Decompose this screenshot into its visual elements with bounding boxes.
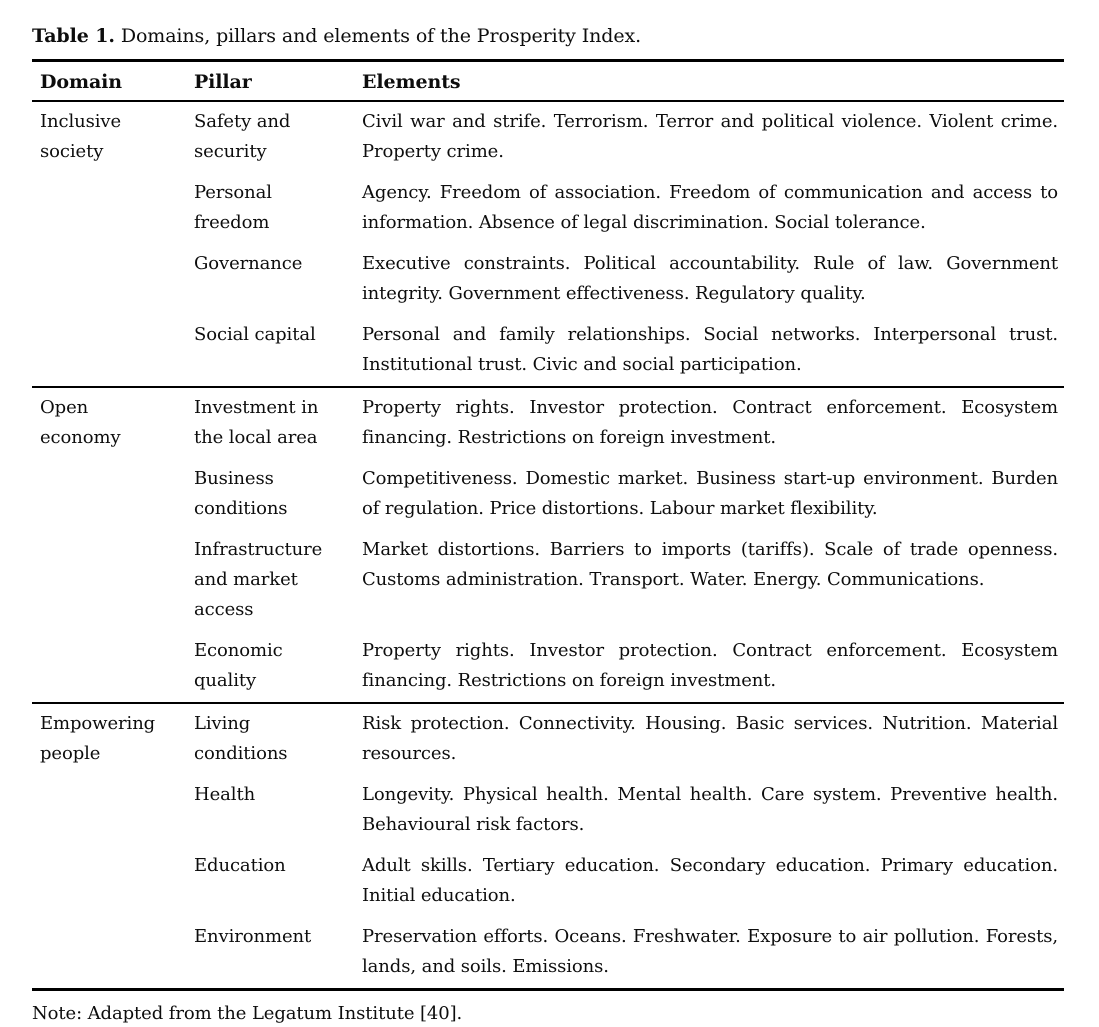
pillar-label: Health	[194, 784, 256, 805]
pillar-cell	[186, 459, 354, 530]
table-caption-text: Domains, pillars and elements of the Prosperity Index.	[114, 25, 642, 47]
prosperity-index-table	[32, 59, 1064, 991]
table-caption	[32, 22, 1065, 50]
pillar-label: Investment in the local area	[194, 397, 319, 448]
pillar-label: Business conditions	[194, 468, 288, 519]
table-row	[32, 917, 1064, 990]
pillar-cell	[186, 244, 354, 315]
domain-label: Open economy	[40, 397, 121, 448]
domain-label: Empowering people	[40, 713, 156, 764]
elements-cell: Personal and family relationships. Social networks. Interpersonal trust. Institutional trust. Civic and social participation.	[362, 324, 1058, 375]
pillar-cell	[186, 775, 354, 846]
table-row	[32, 530, 1064, 631]
pillar-cell	[186, 387, 354, 459]
pillar-cell	[186, 631, 354, 703]
elements-cell: Property rights. Investor protection. Contract enforcement. Ecosystem financing. Restrictions on foreign investment.	[362, 397, 1058, 448]
table-row	[32, 387, 1064, 459]
table-caption-label: Table 1.	[32, 25, 115, 47]
domain-cell	[32, 101, 186, 387]
domain-group	[32, 387, 1064, 703]
pillar-label: Governance	[194, 253, 303, 274]
table-row	[32, 315, 1064, 387]
elements-cell: Executive constraints. Political accountability. Rule of law. Government integrity. Government effectiveness. Regulatory quality.	[362, 253, 1058, 304]
domain-label: Inclusive society	[40, 111, 122, 162]
table-row	[32, 703, 1064, 775]
elements-cell: Market distortions. Barriers to imports (tariffs). Scale of trade openness. Customs administration. Transport. Water. Energy. Communications.	[362, 539, 1058, 590]
pillar-label: Environment	[194, 926, 312, 947]
elements-cell: Competitiveness. Domestic market. Business start-up environment. Burden of regulation. Price distortions. Labour market flexibility.	[362, 468, 1058, 519]
table-row	[32, 775, 1064, 846]
pillar-cell	[186, 917, 354, 990]
table-note: Note: Adapted from the Legatum Institute [40].	[32, 1003, 463, 1024]
pillar-cell	[186, 315, 354, 387]
domain-cell	[32, 703, 186, 990]
pillar-cell	[186, 846, 354, 917]
header-pillar: Pillar	[194, 71, 252, 93]
table-row	[32, 101, 1064, 173]
pillar-label: Safety and security	[194, 111, 291, 162]
domain-group	[32, 703, 1064, 990]
header-elements: Elements	[362, 71, 461, 93]
pillar-label: Living conditions	[194, 713, 288, 764]
elements-cell: Risk protection. Connectivity. Housing. Basic services. Nutrition. Material resources.	[362, 713, 1058, 764]
table-row	[32, 846, 1064, 917]
table-row	[32, 244, 1064, 315]
pillar-label: Infrastructure and market access	[194, 539, 323, 620]
table-header-row	[32, 61, 1064, 102]
elements-cell: Agency. Freedom of association. Freedom of communication and access to information. Absence of legal discrimination. Social tolerance.	[362, 182, 1058, 233]
pillar-cell	[186, 101, 354, 173]
table-row	[32, 631, 1064, 703]
table-row	[32, 459, 1064, 530]
pillar-label: Education	[194, 855, 286, 876]
elements-cell: Preservation efforts. Oceans. Freshwater. Exposure to air pollution. Forests, lands, and soils. Emissions.	[362, 926, 1058, 977]
pillar-cell	[186, 173, 354, 244]
pillar-label: Economic quality	[194, 640, 283, 691]
domain-cell	[32, 387, 186, 703]
pillar-label: Social capital	[194, 324, 316, 345]
pillar-label: Personal freedom	[194, 182, 272, 233]
pillar-cell	[186, 703, 354, 775]
domain-group	[32, 101, 1064, 387]
elements-cell: Property rights. Investor protection. Contract enforcement. Ecosystem financing. Restrictions on foreign investment.	[362, 640, 1058, 691]
elements-cell: Longevity. Physical health. Mental health. Care system. Preventive health. Behavioural risk factors.	[362, 784, 1058, 835]
header-domain: Domain	[40, 71, 122, 93]
table-row	[32, 173, 1064, 244]
pillar-cell	[186, 530, 354, 631]
elements-cell: Civil war and strife. Terrorism. Terror and political violence. Violent crime. Property crime.	[362, 111, 1058, 162]
elements-cell: Adult skills. Tertiary education. Secondary education. Primary education. Initial education.	[362, 855, 1058, 906]
